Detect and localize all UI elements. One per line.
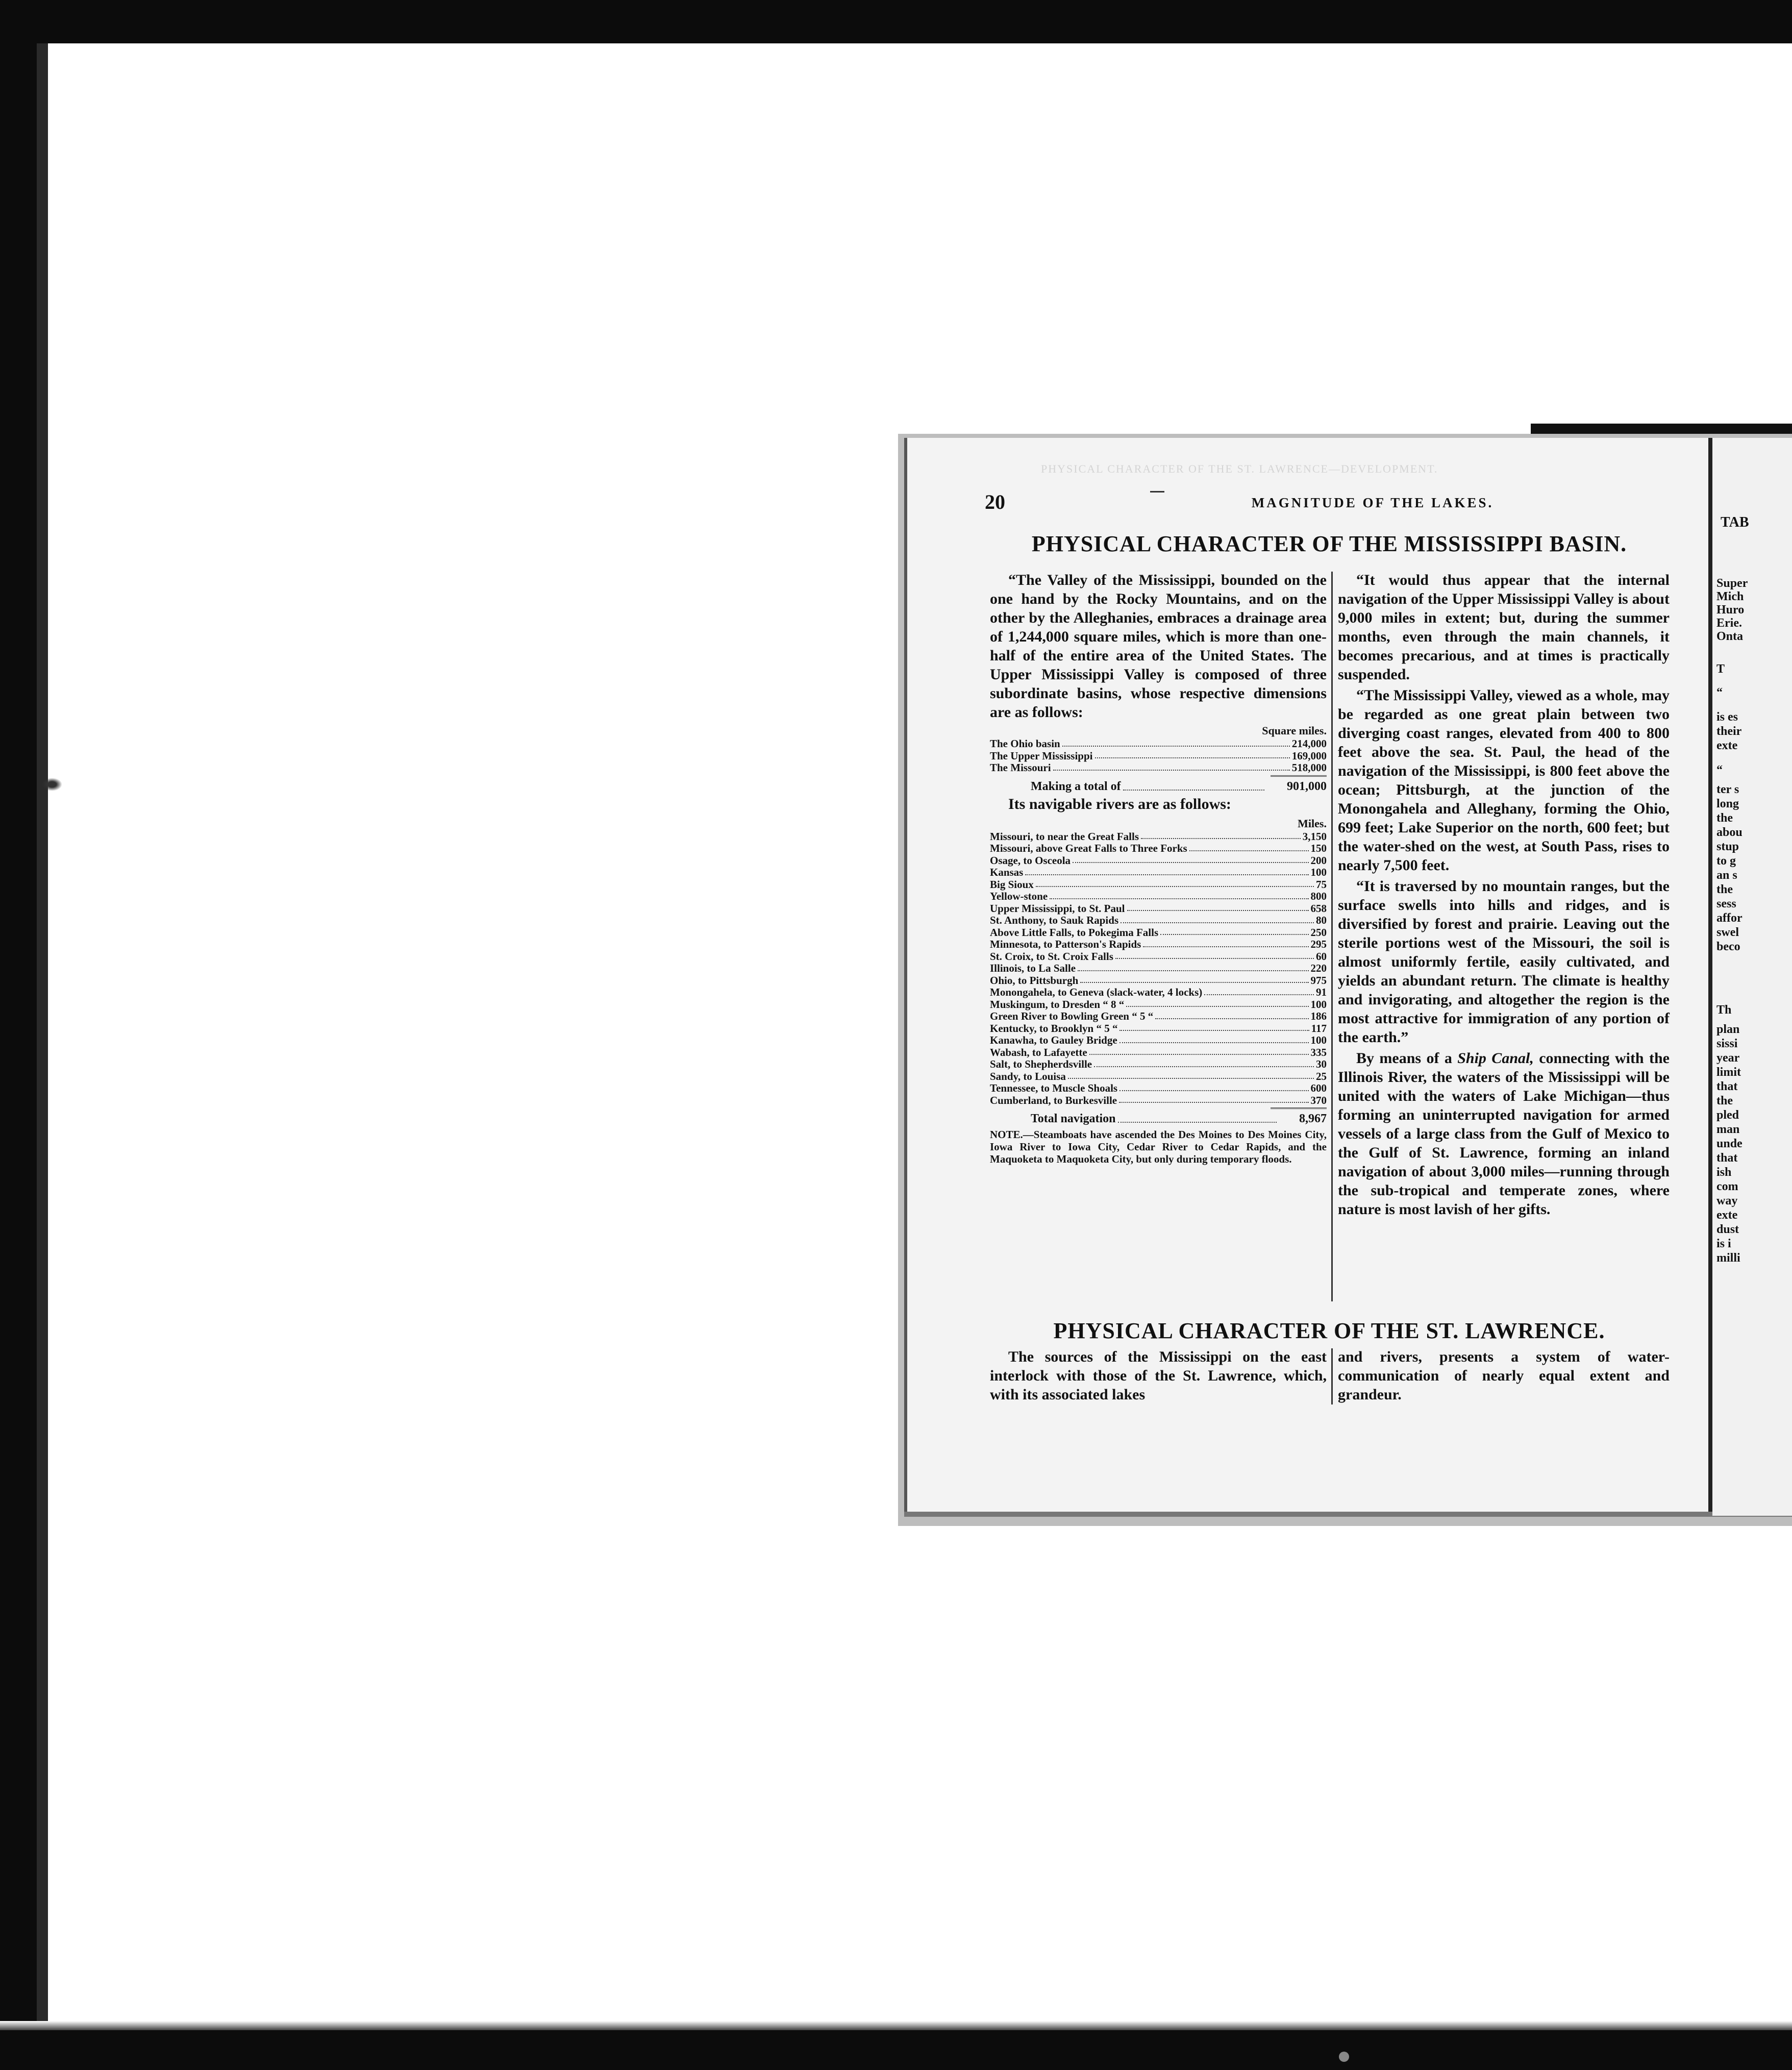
row-label: Kanawha, to Gauley Bridge	[990, 1034, 1117, 1046]
right-page-line: the	[1716, 1094, 1733, 1107]
right-page-line: Huro	[1716, 603, 1745, 617]
paragraph-valley-plain: “The Mississippi Valley, viewed as a whole, may be regarded as one great plain between two diverging coast ranges, elevated from 400 to 800 feet above the sea. St. Paul, the head of the navigation of the Mississippi, is 800 feet above the ocean; Pittsburgh, at the junction of the Monongahela and Alleghany, forming the Ohio, 699 feet; Lake Superior on the north, 600 feet; but the water-shed on the west, at South Pass, rises to nearly 7,500 feet.	[1338, 687, 1670, 874]
leader-dots	[1155, 1011, 1308, 1019]
row-value: 91	[1316, 987, 1327, 998]
leader-dots	[1160, 927, 1308, 935]
right-page-line: ish	[1716, 1166, 1732, 1179]
right-page-line: T	[1716, 662, 1725, 676]
right-page-line: is es	[1716, 710, 1738, 724]
table-row	[990, 1011, 1327, 1023]
right-page-line: “	[1716, 763, 1723, 777]
row-value: 658	[1310, 902, 1327, 915]
row-label: Wabash, to Lafayette	[990, 1046, 1087, 1058]
row-value: 150	[1310, 843, 1327, 854]
row-value: 250	[1310, 926, 1327, 939]
right-page-line: long	[1716, 797, 1739, 810]
paragraph-navigation-extent: “It would thus appear that the internal navigation of the Upper Mississippi Valley is about 9,000 miles in extent; but, during the summer months, even through the main channels, it becomes precarious, and at times is practically suspended.	[1338, 572, 1670, 683]
leader-dots	[1062, 738, 1290, 747]
rivers-total-row	[990, 1111, 1327, 1126]
right-page-line: is i	[1716, 1237, 1731, 1250]
row-value: 100	[1310, 998, 1327, 1011]
section-title-mississippi: PHYSICAL CHARACTER OF THE MISSISSIPPI BASIN.	[1031, 531, 1627, 556]
right-page-line: Onta	[1716, 630, 1744, 643]
table-row	[990, 750, 1327, 762]
right-page-line: “	[1716, 686, 1723, 699]
right-page-line: abou	[1716, 826, 1743, 839]
paragraph-valley-intro: “The Valley of the Mississippi, bounded on the one hand by the Rocky Mountains, and on the other by the Alleghanies, embraces a drainage area of 1,244,000 square miles, which is more than one-half of the entire area of the United States. The Upper Mississippi Valley is composed of three subordinate basins, whose respective dimensions are as follows:	[990, 572, 1327, 721]
table-row	[990, 1095, 1327, 1107]
table-row	[990, 975, 1327, 987]
right-page-line: year	[1716, 1051, 1740, 1065]
steamboat-note: NOTE.—Steamboats have ascended the Des Moines to Des Moines City, Iowa River to Iowa City, Cedar River to Cedar Rapids, and the Maquoketa to Maquoketa City, but only during temporary floods.	[990, 1128, 1327, 1165]
row-value: 518,000	[1291, 762, 1327, 774]
table-row	[990, 738, 1327, 750]
table-row	[990, 939, 1327, 951]
row-label: Green River to Bowling Green “ 5 “	[990, 1011, 1154, 1022]
leader-dots	[1094, 1058, 1314, 1067]
leader-dots	[1025, 867, 1308, 875]
right-page-line: swel	[1716, 926, 1739, 939]
row-label: Muskingum, to Dresden “ 8 “	[990, 998, 1125, 1011]
right-page-line: beco	[1716, 940, 1740, 953]
leader-dots	[1036, 879, 1314, 888]
table-row	[990, 867, 1327, 879]
right-page-line: to g	[1716, 854, 1736, 868]
rivers-table	[990, 831, 1327, 1107]
leader-dots	[1204, 987, 1314, 995]
row-value: 80	[1316, 915, 1327, 926]
table-row	[990, 1071, 1327, 1083]
table-row	[990, 762, 1327, 774]
right-page-line: sissi	[1716, 1037, 1738, 1050]
table-row	[990, 879, 1327, 891]
leader-dots	[1089, 1047, 1309, 1055]
row-label: The Upper Mississippi	[990, 750, 1093, 762]
leader-dots	[1119, 1095, 1308, 1103]
film-border-top	[0, 0, 1792, 43]
table-row	[990, 1034, 1327, 1047]
leader-dots	[1115, 951, 1314, 959]
page-bottom-edge	[904, 1512, 1792, 1517]
book-page-right-fragment	[1712, 438, 1792, 1516]
right-page-line: com	[1716, 1180, 1738, 1193]
st-lawrence-left-text: The sources of the Mississippi on the east interlock with those of the St. Lawrence, which, with its associated lakes	[990, 1348, 1327, 1403]
row-label: Missouri, to near the Great Falls	[990, 830, 1139, 843]
leader-dots	[1119, 1034, 1309, 1043]
table-rule	[1271, 1107, 1327, 1109]
basins-total-value: 901,000	[1287, 779, 1327, 793]
basins-table-header: Square miles.	[1262, 724, 1327, 737]
right-page-line: pled	[1716, 1108, 1739, 1122]
table-row	[990, 855, 1327, 867]
leader-dots	[1068, 1071, 1314, 1079]
row-value: 295	[1310, 939, 1327, 950]
right-page-header: TAB	[1721, 514, 1749, 530]
right-page-line: the	[1716, 883, 1733, 896]
row-value: 335	[1310, 1046, 1327, 1058]
row-value: 117	[1311, 1022, 1327, 1034]
row-label: St. Croix, to St. Croix Falls	[990, 950, 1113, 963]
row-value: 214,000	[1291, 738, 1327, 750]
table-row	[990, 1023, 1327, 1035]
margin-smudge	[42, 778, 62, 791]
right-page-line: Super	[1716, 577, 1748, 590]
film-dust-mark	[1339, 2052, 1349, 2062]
film-border-left	[0, 0, 37, 2070]
row-label: The Missouri	[990, 762, 1051, 774]
leader-dots	[1123, 779, 1264, 791]
row-label: Missouri, above Great Falls to Three Forks	[990, 843, 1187, 854]
leader-dots	[1073, 855, 1308, 864]
row-label: Yellow-stone	[990, 891, 1048, 902]
row-value: 100	[1310, 1034, 1327, 1046]
right-page-line: Mich	[1716, 590, 1744, 603]
section-title-st-lawrence: PHYSICAL CHARACTER OF THE ST. LAWRENCE.	[1053, 1318, 1605, 1343]
row-value: 600	[1310, 1082, 1327, 1094]
row-label: Kansas	[990, 867, 1024, 878]
table-row	[990, 999, 1327, 1011]
left-column	[990, 571, 1327, 1165]
leader-dots	[1127, 903, 1309, 911]
row-label: Monongahela, to Geneva (slack-water, 4 locks)	[990, 987, 1203, 998]
right-page-line: that	[1716, 1151, 1738, 1165]
right-page-line: exte	[1716, 1209, 1738, 1222]
row-value: 60	[1316, 950, 1327, 963]
right-page-line: their	[1716, 725, 1742, 738]
ship-canal-text-b: connecting with the Illinois River, the waters of the Mississippi will be united with the waters of Lake Michigan—thus forming an uninterrupted navigation for armed vessels of a large class from the Gulf of Mexico to the Gulf of St. Lawrence, forming an inland navigation of about 3,000 miles—running through the sub-tropical and temperate zones, where nature is most lavish of her gifts.	[1338, 1050, 1670, 1218]
column-divider	[1331, 1348, 1333, 1404]
table-row	[990, 1058, 1327, 1071]
row-label: Above Little Falls, to Pokegima Falls	[990, 926, 1159, 939]
row-value: 75	[1316, 878, 1327, 891]
book-gutter	[1708, 438, 1712, 1516]
right-page-line: Erie.	[1716, 617, 1742, 630]
leader-dots	[1119, 1023, 1309, 1031]
row-value: 100	[1310, 867, 1327, 878]
table-row	[990, 1082, 1327, 1095]
row-value: 3,150	[1302, 830, 1327, 843]
row-label: Cumberland, to Burkesville	[990, 1094, 1117, 1106]
leader-dots	[1126, 999, 1308, 1007]
table-row	[990, 831, 1327, 843]
right-page-line: milli	[1716, 1251, 1740, 1265]
ship-canal-text-a: By means of a	[1356, 1050, 1458, 1067]
right-page-line: ter s	[1716, 783, 1739, 796]
leader-dots	[1080, 975, 1308, 983]
column-divider	[1331, 572, 1333, 1301]
row-value: 370	[1310, 1094, 1327, 1106]
row-label: Sandy, to Louisa	[990, 1070, 1066, 1082]
right-page-line: exte	[1716, 739, 1738, 752]
basins-table	[990, 738, 1327, 774]
right-page-line: the	[1716, 811, 1733, 825]
row-label: The Ohio basin	[990, 738, 1060, 750]
right-page-line: man	[1716, 1123, 1740, 1136]
row-label: Osage, to Osceola	[990, 854, 1071, 867]
row-value: 200	[1310, 854, 1327, 867]
leader-dots	[1121, 915, 1314, 923]
rivers-total-label: Total navigation	[1031, 1112, 1116, 1125]
basins-total-row	[990, 779, 1327, 794]
table-row	[990, 1047, 1327, 1059]
leader-dots	[1078, 963, 1308, 971]
running-head: MAGNITUDE OF THE LAKES.	[1251, 495, 1494, 510]
right-page-line: unde	[1716, 1137, 1743, 1150]
row-value: 975	[1310, 974, 1327, 987]
right-column	[1338, 571, 1670, 1221]
film-border-left-inner	[37, 43, 48, 2070]
table-row	[990, 963, 1327, 975]
row-label: Big Sioux	[990, 878, 1034, 891]
page-number: 20	[985, 490, 1005, 513]
row-label: Ohio, to Pittsburgh	[990, 974, 1079, 987]
leader-dots	[1143, 939, 1308, 947]
leader-dots	[1189, 843, 1309, 851]
right-page-line: sess	[1716, 897, 1736, 910]
table-row	[990, 987, 1327, 999]
row-value: 800	[1310, 891, 1327, 902]
film-border-bottom-edge	[0, 2021, 1792, 2030]
table-row	[990, 915, 1327, 927]
basins-total-label: Making a total of	[1031, 779, 1121, 793]
head-ornament	[1150, 491, 1164, 492]
bleed-through-text: PHYSICAL CHARACTER OF THE ST. LAWRENCE—DEVELOPMENT.	[1041, 462, 1438, 475]
ship-canal-italic: Ship Canal,	[1457, 1050, 1534, 1067]
row-value: 25	[1316, 1070, 1327, 1082]
table-row	[990, 903, 1327, 915]
leader-dots	[1095, 750, 1290, 759]
film-border-bottom	[0, 2030, 1792, 2070]
leader-dots	[1118, 1111, 1277, 1123]
leader-dots	[1053, 762, 1290, 771]
table-row	[990, 927, 1327, 939]
right-page-line: way	[1716, 1194, 1738, 1208]
row-value: 169,000	[1291, 750, 1327, 762]
right-page-line: affor	[1716, 911, 1743, 925]
row-label: Salt, to Shepherdsville	[990, 1058, 1092, 1070]
table-row	[990, 891, 1327, 903]
right-page-line: Th	[1716, 1003, 1732, 1017]
right-page-line: dust	[1716, 1223, 1739, 1236]
leader-dots	[1050, 891, 1308, 899]
st-lawrence-right-text: and rivers, presents a system of water-communication of nearly equal extent and grandeur.	[1338, 1348, 1670, 1403]
table-row	[990, 843, 1327, 855]
row-label: Minnesota, to Patterson's Rapids	[990, 939, 1141, 950]
rivers-intro: Its navigable rivers are as follows:	[1008, 795, 1231, 812]
paragraph-climate: “It is traversed by no mountain ranges, but the surface swells into hills and ridges, and is diversified by forest and prairie. Leaving out the sterile portions west of the Missouri, the soil is almost uniformly fertile, easily cultivated, and yields an abundant return. The climate is healthy and invigorating, and altogether the region is the most attractive for immigration of any portion of the earth.”	[1338, 878, 1670, 1046]
right-page-line: plan	[1716, 1023, 1740, 1036]
table-row	[990, 951, 1327, 963]
row-value: 30	[1316, 1058, 1327, 1070]
rivers-total-value: 8,967	[1299, 1112, 1327, 1125]
right-page-line: that	[1716, 1080, 1738, 1093]
right-page-line: stup	[1716, 840, 1739, 853]
row-value: 220	[1310, 963, 1327, 974]
leader-dots	[1141, 831, 1301, 840]
row-label: Kentucky, to Brooklyn “ 5 “	[990, 1022, 1118, 1034]
right-page-line: limit	[1716, 1066, 1741, 1079]
row-value: 186	[1310, 1011, 1327, 1022]
leader-dots	[1119, 1082, 1308, 1091]
row-label: Illinois, to La Salle	[990, 963, 1076, 974]
rivers-table-header: Miles.	[1298, 817, 1327, 830]
paragraph-ship-canal	[1338, 1049, 1670, 1219]
table-rule	[1271, 775, 1327, 777]
row-label: Upper Mississippi, to St. Paul	[990, 902, 1125, 915]
row-label: Tennessee, to Muscle Shoals	[990, 1082, 1118, 1094]
right-page-line: an s	[1716, 869, 1737, 882]
row-label: St. Anthony, to Sauk Rapids	[990, 915, 1119, 926]
